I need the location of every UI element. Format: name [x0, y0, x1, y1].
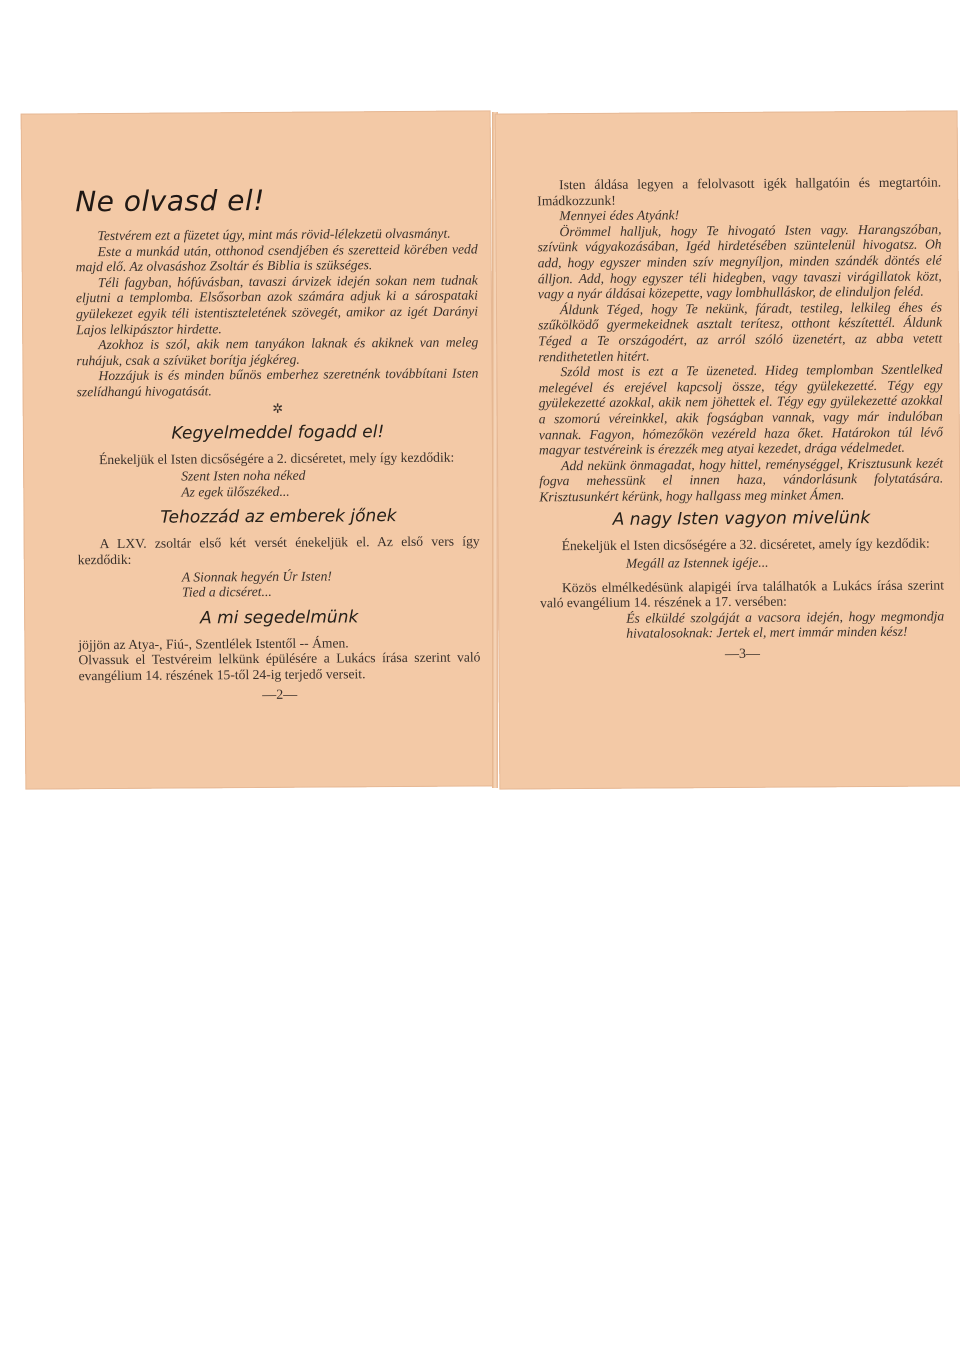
prayer-paragraph-1: Örömmel halljuk, hogy Te hivogató Isten vagy. Harangszóban, szívünk vágyakozásában, Igéd hirdetésében szüntelenül hivogatsz. Oh add, hogy egyszer minden szív megnyíljon, minden szándék döntés elé álljon. Add, hogy egyszer téli hidegben, vagy tavaszi virágillatok közt, vagy a nyár áldásai közepette, vagy lombhulláskor, de elinduljon feléd. — [537, 221, 942, 302]
heading-tehozzad: Tehozzád az emberek jőnek — [160, 506, 397, 528]
verse-line: Megáll az Istennek igéje... — [625, 554, 769, 571]
right-page — [495, 110, 960, 789]
prayer-paragraph-4: Add nekünk önmagadat, hogy hittel, reménységgel, Krisztusunk kezét fogva mehessünk el innen haza, vándorlásunk folytatására. Krisztusunkért kérünk, hogy hallgass meg minket Ámen. — [539, 455, 944, 505]
reading-paragraph: Olvassuk el Testvéreim lelkünk épülésére a Lukács írása szerint való evangélium 14. részének 15-től 24-ig terjedő verseit. — [78, 649, 481, 684]
heading-segedelmunk: A mi segedelmünk — [199, 606, 359, 629]
star-ornament-icon: ✲ — [272, 400, 284, 416]
prayer-address: Mennyei édes Atyánk! — [559, 207, 680, 224]
left-page — [21, 110, 496, 789]
psalm-verse — [182, 567, 480, 600]
verse-line: Szent Isten noha néked — [181, 467, 306, 484]
intro-paragraph-4: Azokhoz is szól, akik nem tanyákon laknak és akiknek van meleg ruhájuk, csak a szívüket borítja jégkéreg. — [76, 334, 479, 369]
blessing-paragraph: Isten áldása legyen a felolvasott igék hallgatóin és megtartóin. Imádkozzunk! — [537, 174, 942, 208]
prayer-paragraph-3: Szóld most is ezt a Te üzeneted. Hideg templomban Szentlelked melegével és erejével kapcsolj össze, tégy gyülekezetté. Tégy egy gyülekezetté azokkal, akik nem jöhettek el. Tégy egy gyülekezetté azokkal a szomorú véreinkkel, akik fogságban vannak, vagy már indulóban vannak. Fagyon, hómezőkön vezéreld haza őket. Határokon túl lévő magyar testvéreink is érezzék meg atyai kezedet, drága védelmedet. — [538, 361, 943, 458]
scripture-quote: És elküldé szolgáját a vacsora idején, hogy megmondja hivatalosoknak: Jertek el, mert immár minden kész! — [626, 608, 945, 642]
verse-line: Az egek ülőszéked... — [181, 483, 290, 500]
page-number: —3— — [724, 646, 760, 663]
hymn-intro-paragraph: Énekeljük el Isten dicsőségére a 32. dicséretet, amely így kezdődik: — [561, 536, 930, 554]
intro-paragraph-2: Este a munkád után, otthonod csendjében és szeretteid körében vedd majd elő. Az olvasáshoz Zsoltár és Biblia is szükséges. — [75, 241, 478, 275]
psalm-intro-paragraph: A LXV. zsoltár első két versét énekeljük el. Az első vers így kezdődik: — [77, 533, 480, 568]
intro-paragraph-5: Hozzájuk is és minden bűnös emberhez szeretnénk továbbítani Isten szelídhangú hivogatását. — [76, 365, 479, 400]
scripture-intro-paragraph: Közös elmélkedésünk alapigéi írva találhatók a Lukács írása szerint való evangélium 14. részének a 17. versében: — [540, 577, 944, 611]
page-title: Ne olvasd el! — [75, 183, 266, 219]
heading-kegyelmeddel: Kegyelmeddel fogadd el! — [171, 421, 385, 444]
verse-line: Tied a dicséret... — [181, 584, 272, 600]
blessing-line: jöjjön az Atya-, Fiú-, Szentlélek Istentől -- Ámen. — [78, 635, 349, 652]
right-column — [537, 175, 944, 665]
hymn-verse — [181, 467, 479, 500]
heading-nagy-isten: A nagy Isten vagyon mivelünk — [612, 508, 871, 531]
intro-paragraph-3: Téli fagyban, hófúvásban, tavaszi árvizek idején sokan nem tudnak eljutni a templomba. Elsősorban azok számára adjuk ki a sárospataki gyülekezet egyik téli istentiszteletének szövegét, amikor az igét Darányi Lajos lelkipásztor hirdette. — [75, 272, 479, 337]
hymn-intro-paragraph: Énekeljük el Isten dicsőségére a 2. dicséretet, mely így kezdődik: — [99, 449, 455, 467]
page-number: —2— — [262, 688, 298, 704]
intro-paragraph-1: Testvérem ezt a füzetet úgy, mint más rövid-lélekzetü olvasmányt. — [97, 225, 451, 244]
prayer-paragraph-2: Áldunk Téged, hogy Te nekünk, fáradt, testileg, lelkileg éhes és szűkölködő gyermekeidnek asztalt terítesz, otthont készítettél. Áldunk Téged a Te országodért, az arról szóló üzenetért, az abba vetett rendithetetlen hitért. — [538, 299, 943, 364]
hymn-verse — [626, 554, 944, 572]
verse-line: A Sionnak hegyén Úr Isten! — [181, 567, 332, 585]
